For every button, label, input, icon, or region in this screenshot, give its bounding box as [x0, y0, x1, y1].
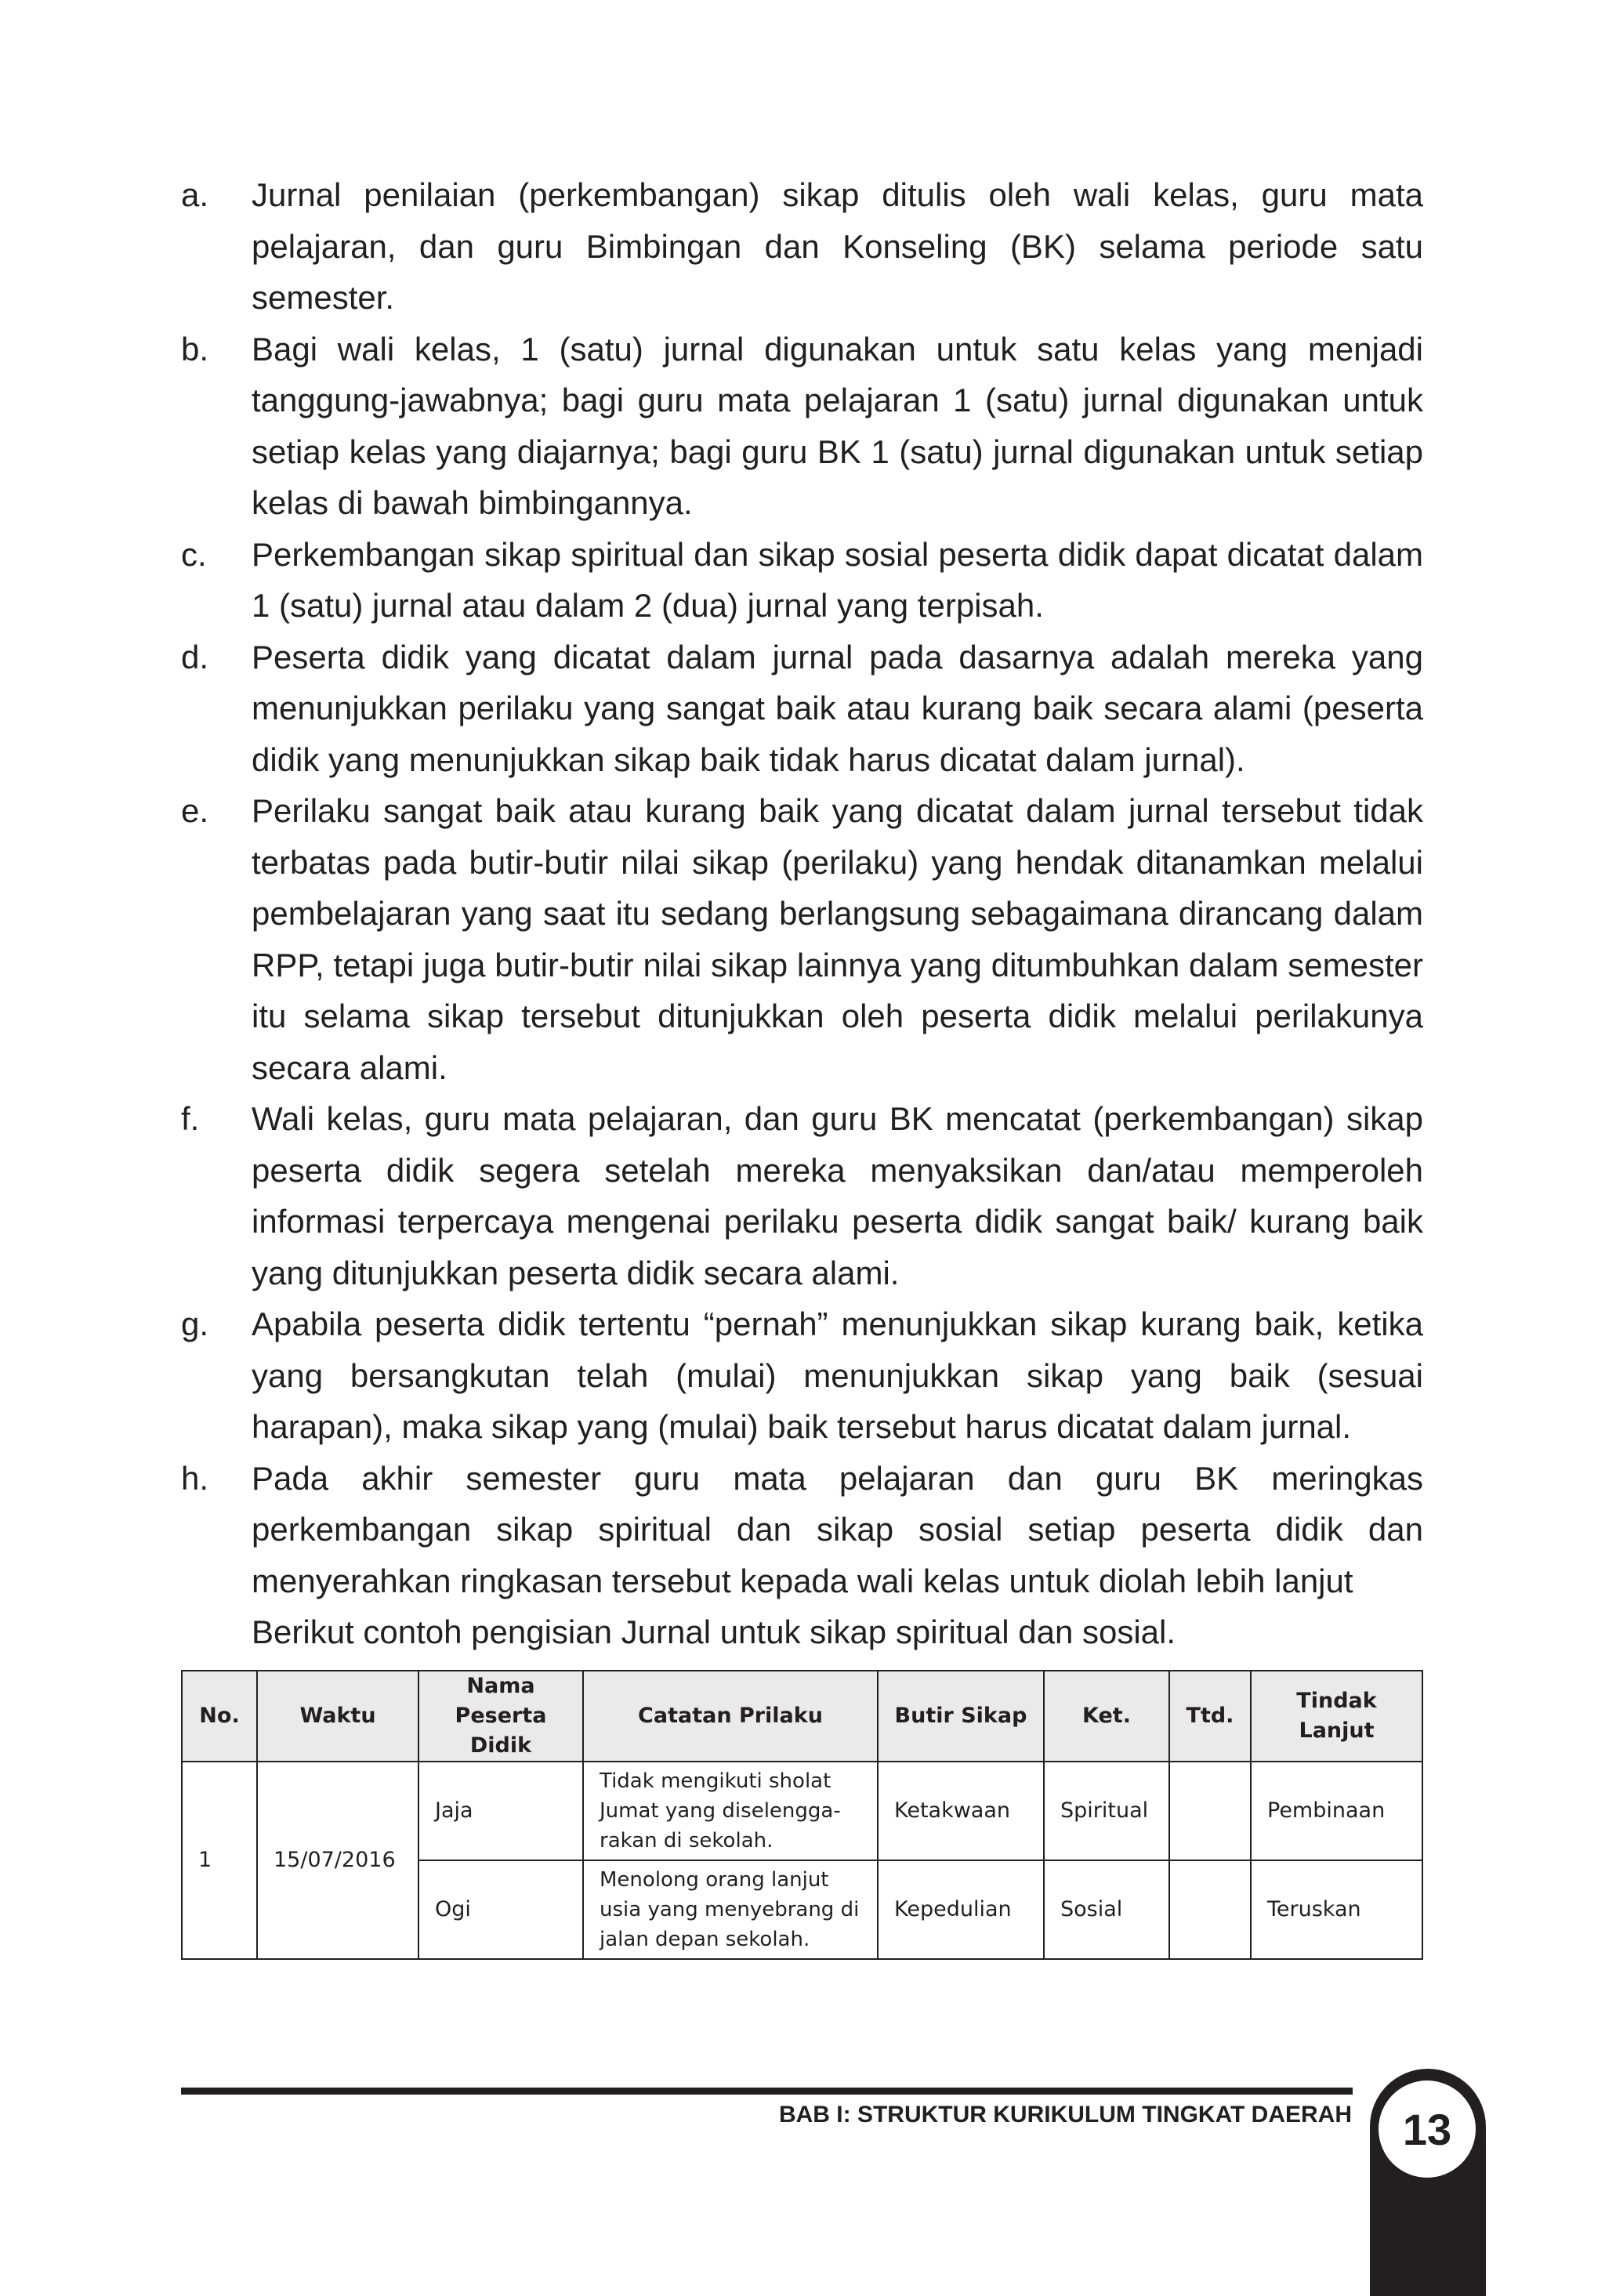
cell-note: Tidak mengikuti sholat Jumat yang diselengga-rakan di sekolah. [583, 1762, 878, 1860]
list-item [181, 632, 1423, 786]
list-marker: b. [181, 330, 209, 368]
list-item [181, 1093, 1423, 1298]
column-header-ttd: Ttd. [1169, 1671, 1251, 1762]
guideline-list [181, 169, 1423, 1606]
chapter-footer: BAB I: STRUKTUR KURIKULUM TINGKAT DAERAH [778, 2102, 1352, 2128]
cell-name: Ogi [418, 1860, 583, 1959]
column-header-no: No. [182, 1671, 257, 1762]
page-body [181, 169, 1423, 1658]
list-item-text: Wali kelas, guru mata pelajaran, dan guru BK mencatat (perkembangan) sikap peserta didik segera setelah mereka menyaksikan dan/atau memperoleh informasi terpercaya mengenai perilaku peserta didik sangat baik/ kurang baik yang ditunjukkan peserta didik secara alami. [252, 1100, 1423, 1291]
list-marker: f. [181, 1100, 200, 1137]
list-item-text: Jurnal penilaian (perkembangan) sikap ditulis oleh wali kelas, guru mata pelajaran, dan guru Bimbingan dan Konseling (BK) selama periode satu semester. [252, 176, 1423, 316]
footer-rule [181, 2088, 1353, 2095]
table-row [182, 1762, 1422, 1860]
column-header-butir: Butir Sikap [878, 1671, 1044, 1762]
list-item-text: Peserta didik yang dicatat dalam jurnal pada dasarnya adalah mereka yang menunjukkan perilaku yang sangat baik atau kurang baik secara alami (peserta didik yang menunjukkan sikap baik tidak harus dicatat dalam jurnal). [252, 638, 1423, 778]
table-header-row [182, 1671, 1422, 1762]
column-header-waktu: Waktu [257, 1671, 418, 1762]
column-header-nama: Nama Peserta Didik [418, 1671, 583, 1762]
list-marker: a. [181, 176, 209, 213]
cell-butir: Kepedulian [878, 1860, 1044, 1959]
list-item [181, 1298, 1423, 1453]
list-item [181, 1453, 1423, 1607]
cell-no: 1 [182, 1762, 257, 1959]
cell-ket: Sosial [1044, 1860, 1169, 1959]
cell-butir: Ketakwaan [878, 1762, 1044, 1860]
list-item-text: Bagi wali kelas, 1 (satu) jurnal digunakan untuk satu kelas yang menjadi tanggung-jawabnya; bagi guru mata pelajaran 1 (satu) jurnal digunakan untuk setiap kelas yang diajarnya; bagi guru BK 1 (satu) jurnal digunakan untuk setiap kelas di bawah bimbingannya. [252, 330, 1423, 521]
list-item-text: Perkembangan sikap spiritual dan sikap sosial peserta didik dapat dicatat dalam 1 (satu) jurnal atau dalam 2 (dua) jurnal yang terpisah. [252, 535, 1423, 624]
column-header-tindak: Tindak Lanjut [1251, 1671, 1422, 1762]
list-marker: c. [181, 535, 207, 573]
cell-tindak: Teruskan [1251, 1860, 1422, 1959]
cell-ttd [1169, 1860, 1251, 1959]
list-marker: d. [181, 638, 209, 675]
list-marker: g. [181, 1306, 209, 1342]
list-item [181, 324, 1423, 529]
list-item-text: Pada akhir semester guru mata pelajaran dan guru BK meringkas perkembangan sikap spiritual dan sikap sosial setiap peserta didik dan menyerahkan ringkasan tersebut kepada wali kelas untuk diolah lebih lanjut [252, 1459, 1423, 1599]
page-number: 13 [1379, 2081, 1476, 2178]
list-marker: h. [181, 1459, 209, 1497]
list-marker: e. [181, 792, 209, 829]
cell-tindak: Pembinaan [1251, 1762, 1422, 1860]
journal-table [181, 1670, 1423, 1960]
cell-date: 15/07/2016 [257, 1762, 418, 1959]
column-header-catatan: Catatan Prilaku [583, 1671, 878, 1762]
cell-ket: Spiritual [1044, 1762, 1169, 1860]
list-item [181, 785, 1423, 1093]
list-item-text: Apabila peserta didik tertentu “pernah” menunjukkan sikap kurang baik, ketika yang bersangkutan telah (mulai) menunjukkan sikap yang baik (sesuai harapan), maka sikap yang (mulai) baik tersebut harus dicatat dalam jurnal. [252, 1306, 1423, 1445]
closing-sentence: Berikut contoh pengisian Jurnal untuk sikap spiritual dan sosial. [252, 1613, 1176, 1650]
list-item [181, 169, 1423, 324]
cell-note: Menolong orang lanjut usia yang menyebrang di jalan depan sekolah. [583, 1860, 878, 1959]
column-header-ket: Ket. [1044, 1671, 1169, 1762]
list-item-text: Perilaku sangat baik atau kurang baik yang dicatat dalam jurnal tersebut tidak terbatas pada butir-butir nilai sikap (perilaku) yang hendak ditanamkan melalui pembelajaran yang saat itu sedang berlangsung sebagaimana dirancang dalam RPP, tetapi juga butir-butir nilai sikap lainnya yang ditumbuhkan dalam semester itu selama sikap tersebut ditunjukkan oleh peserta didik melalui perilakunya secara alami. [252, 792, 1423, 1086]
list-item [181, 529, 1423, 632]
cell-name: Jaja [418, 1762, 583, 1860]
cell-ttd [1169, 1762, 1251, 1860]
